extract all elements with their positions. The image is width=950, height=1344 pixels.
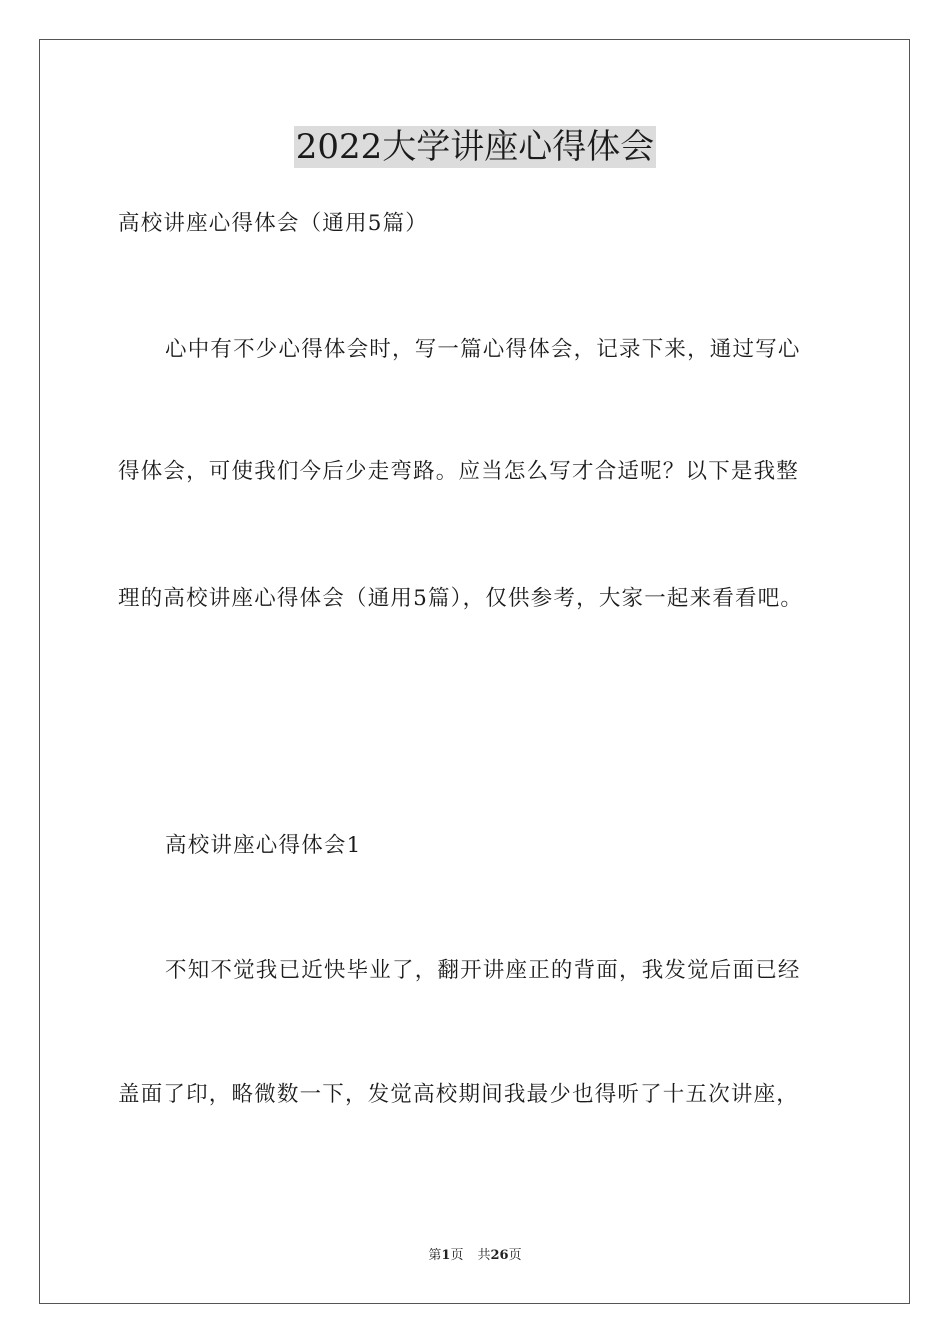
intro-line-1: 心中有不少心得体会时，写一篇心得体会，记录下来，通过写心 <box>165 337 801 362</box>
footer-total-unit: 页 <box>508 1248 522 1263</box>
intro-line-2: 得体会，可使我们今后少走弯路。应当怎么写才合适呢？以下是我整 <box>118 459 800 484</box>
document-title: 2022大学讲座心得体会 <box>295 127 655 167</box>
intro-line-3: 理的高校讲座心得体会（通用5篇），仅供参考，大家一起来看看吧。 <box>118 586 804 611</box>
footer-page-unit: 页 <box>450 1248 464 1263</box>
footer-page-prefix: 第 <box>428 1248 442 1263</box>
footer-page-total: 26 <box>490 1248 509 1263</box>
section-heading: 高校讲座心得体会1 <box>165 833 362 858</box>
body-line-1: 不知不觉我已近快毕业了，翻开讲座正的背面，我发觉后面已经 <box>165 958 801 983</box>
title-container <box>0 126 950 168</box>
footer-total-prefix: 共 <box>477 1248 491 1263</box>
page-footer <box>0 1247 950 1265</box>
body-line-2: 盖面了印，略微数一下，发觉高校期间我最少也得听了十五次讲座， <box>118 1082 800 1107</box>
footer-page-current: 1 <box>441 1248 451 1263</box>
document-subtitle: 高校讲座心得体会（通用5篇） <box>118 211 428 236</box>
